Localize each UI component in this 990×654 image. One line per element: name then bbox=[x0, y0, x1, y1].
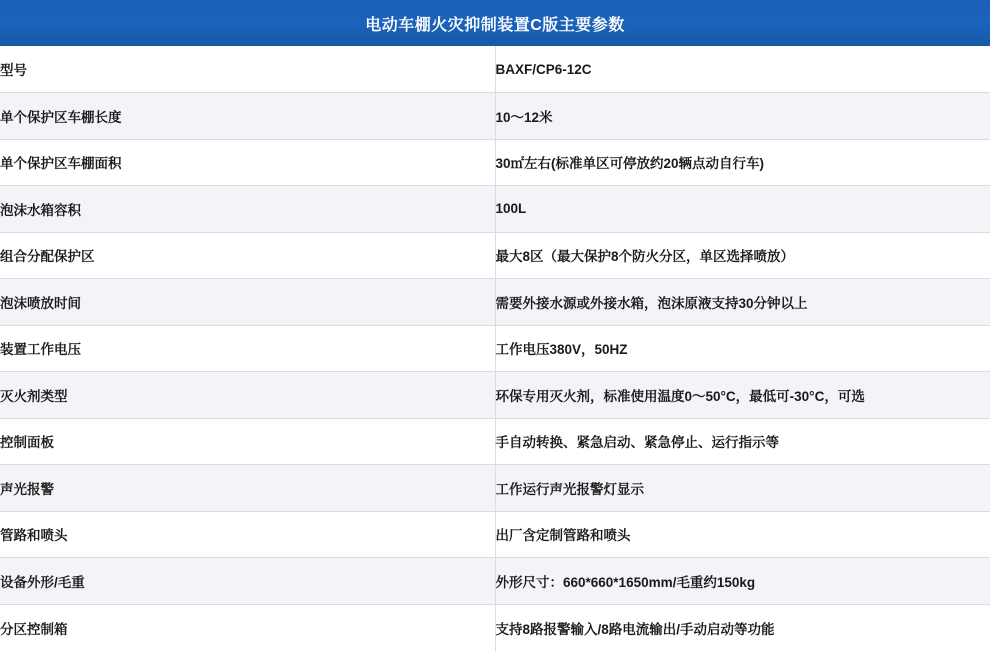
row-value: BAXF/CP6-12C bbox=[495, 46, 990, 93]
table-row bbox=[0, 93, 990, 140]
row-label: 单个保护区车棚面积 bbox=[0, 139, 495, 186]
row-value: 环保专用灭火剂，标准使用温度0～50°C，最低可-30°C，可选 bbox=[495, 372, 990, 419]
row-label: 分区控制箱 bbox=[0, 604, 495, 651]
table-row bbox=[0, 325, 990, 372]
row-label: 声光报警 bbox=[0, 465, 495, 512]
table-row bbox=[0, 604, 990, 651]
table-row bbox=[0, 558, 990, 605]
row-value: 工作运行声光报警灯显示 bbox=[495, 465, 990, 512]
row-label: 型号 bbox=[0, 46, 495, 93]
table-title-row bbox=[0, 0, 990, 46]
row-label: 装置工作电压 bbox=[0, 325, 495, 372]
row-value: 最大8区（最大保护8个防火分区，单区选择喷放） bbox=[495, 232, 990, 279]
row-value: 出厂含定制管路和喷头 bbox=[495, 511, 990, 558]
row-label: 单个保护区车棚长度 bbox=[0, 93, 495, 140]
row-label: 设备外形/毛重 bbox=[0, 558, 495, 605]
table-row bbox=[0, 139, 990, 186]
row-value: 30㎡左右(标准单区可停放约20辆点动自行车) bbox=[495, 139, 990, 186]
row-value: 支持8路报警输入/8路电流输出/手动启动等功能 bbox=[495, 604, 990, 651]
row-label: 组合分配保护区 bbox=[0, 232, 495, 279]
page-title: 电动车棚火灾抑制装置C版主要参数 bbox=[0, 0, 990, 46]
row-value: 100L bbox=[495, 186, 990, 233]
table-row bbox=[0, 418, 990, 465]
row-value: 需要外接水源或外接水箱，泡沫原液支持30分钟以上 bbox=[495, 279, 990, 326]
row-label: 灭火剂类型 bbox=[0, 372, 495, 419]
table-row bbox=[0, 511, 990, 558]
row-label: 泡沫水箱容积 bbox=[0, 186, 495, 233]
row-value: 工作电压380V，50HZ bbox=[495, 325, 990, 372]
row-value: 10～12米 bbox=[495, 93, 990, 140]
table-row bbox=[0, 372, 990, 419]
table-row bbox=[0, 279, 990, 326]
row-label: 管路和喷头 bbox=[0, 511, 495, 558]
row-value: 手自动转换、紧急启动、紧急停止、运行指示等 bbox=[495, 418, 990, 465]
table-row bbox=[0, 186, 990, 233]
row-label: 泡沫喷放时间 bbox=[0, 279, 495, 326]
row-label: 控制面板 bbox=[0, 418, 495, 465]
table-row bbox=[0, 465, 990, 512]
row-value: 外形尺寸：660*660*1650mm/毛重约150kg bbox=[495, 558, 990, 605]
table-row bbox=[0, 232, 990, 279]
table-row bbox=[0, 46, 990, 93]
